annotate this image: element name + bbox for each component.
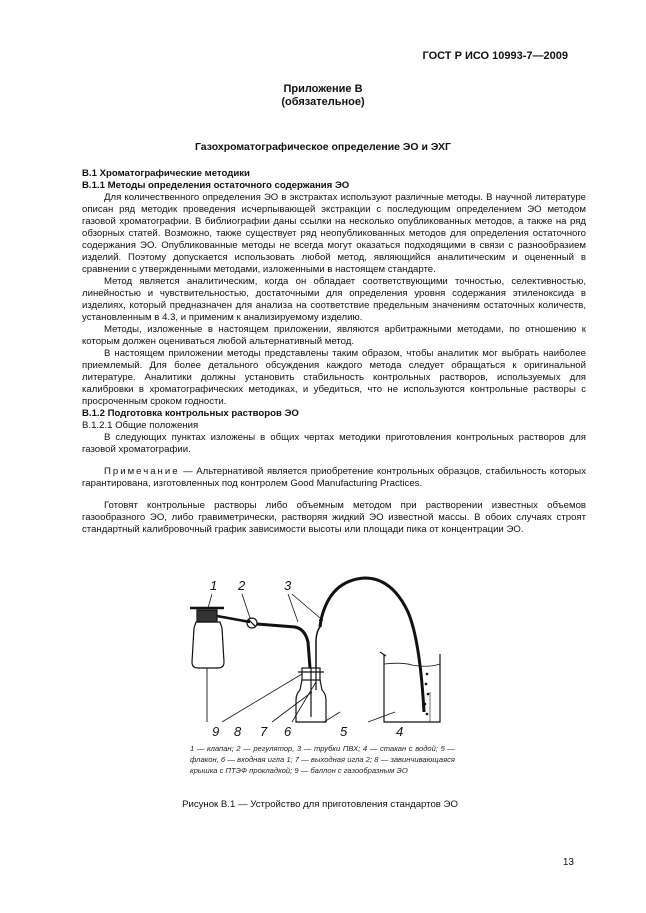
page-number: 13 — [562, 857, 574, 868]
pvc-tube-2-shape — [320, 578, 424, 712]
paragraph-b11-1: Для количественного определения ЭО в экстрактах используют различные методы. В научной литературе описан ряд методик проведения исчерпывающей экстракции с последующим определением ЭО методом газовой хроматографии. В библиографии даны ссылки на несколько опубликованных методов, а также на ряд обзорных статей. Возможно, также существует ряд неопубликованных методов для определения остаточного содержания ЭО. Опубликованные методы не всегда могут оказаться подходящими в связи с разнообразием изделий. Поэтому допускается использовать любой метод, являющийся аналитическим и оцененный в сравнении с утвержденными методами, изложенными в настоящем стандарте. — [82, 192, 586, 275]
heading-b11: В.1.1 Методы определения остаточного содержания ЭО — [82, 180, 350, 191]
gas-cylinder-shape — [192, 622, 224, 668]
appendix-title: Приложение В — [283, 83, 363, 95]
valve-shape — [197, 610, 217, 622]
figure-label-7: 7 — [260, 724, 268, 739]
standard-code: ГОСТ Р ИСО 10993-7—2009 — [422, 50, 568, 62]
figure-label-4: 4 — [396, 724, 404, 739]
paragraph-b11-3: Методы, изложенные в настоящем приложении, являются арбитражными методами, по отношению к которым должен оцениваться любой альтернативный метод. — [82, 324, 586, 347]
note — [82, 466, 586, 490]
figure-label-5: 5 — [340, 724, 348, 739]
figure-legend: 1 — клапан; 2 — регулятор, 3 — трубки ПВХ; 4 — стакан с водой; 5 — флакон, 6 — входная игла 1; 7 — выходная игла 2; 8 — завинчивающаяся крышка с ПТЭФ прокладкой; 9 — баллон с газообразным ЭО — [190, 744, 455, 775]
paragraph-b121-1: В следующих пунктах изложены в общих чертах методики приготовления контрольных растворов для газовой хроматографии. — [82, 432, 586, 455]
appendix-status: (обязательное) — [281, 96, 365, 108]
note-label: Примечание — [104, 466, 180, 477]
paragraph-b11-2: Метод является аналитическим, когда он обладает соответствующими точностью, селективностью, линейностью и чувствительностью, достаточными для определения уровня содержания этиленоксида в изделиях, который предназначен для анализа на соответствие предельным значениям остаточных количеств, установленным в 4.3, и применим к анализируемому изделию. — [82, 276, 586, 323]
note-text: — Альтернативой является приобретение контрольных образцов, стабильность которых гарантирована, изготовленных под контролем Good Manufacturing Practices. — [82, 466, 586, 489]
figure-label-2: 2 — [238, 578, 246, 593]
heading-b1: В.1 Хроматографические методики — [82, 168, 250, 179]
paragraph-b121-2: Готовят контрольные растворы либо объемным методом при растворении известных объемов газообразного ЭО, либо гравиметрически, растворяя жидкий ЭО известной массы. В обоих случаях строят стандартный калибровочный график зависимости высоты или площади пика от концентрации ЭО. — [82, 500, 586, 535]
heading-b12: В.1.2 Подготовка контрольных растворов ЭО — [82, 408, 299, 419]
figure-label-8: 8 — [234, 724, 242, 739]
beaker-shape — [384, 654, 440, 722]
pvc-tube-1-shape — [257, 624, 310, 668]
figure-b1-drawing — [180, 572, 460, 744]
figure-label-6: 6 — [284, 724, 292, 739]
figure-label-9: 9 — [212, 724, 220, 739]
paragraph-b11-4: В настоящем приложении методы представлены таким образом, чтобы аналитик мог выбрать наиболее приемлемый. Для более детального обсуждения каждого метода следует обращаться к оригинальной литературе. Аналитики должны установить стабильность контрольных растворов, используемых для калибровки в хроматографических методиках, и убедиться, что не используются контрольные растворы с просроченным сроком годности. — [82, 348, 586, 407]
section-b1 — [82, 168, 586, 536]
figure-label-3: 3 — [284, 578, 292, 593]
figure-label-1: 1 — [210, 578, 218, 593]
section-title: Газохроматографическое определение ЭО и ЭХГ — [194, 141, 452, 153]
figure-title: Рисунок В.1 — Устройство для приготовления стандартов ЭО — [182, 799, 458, 810]
heading-b121: В.1.2.1 Общие положения — [82, 420, 199, 431]
